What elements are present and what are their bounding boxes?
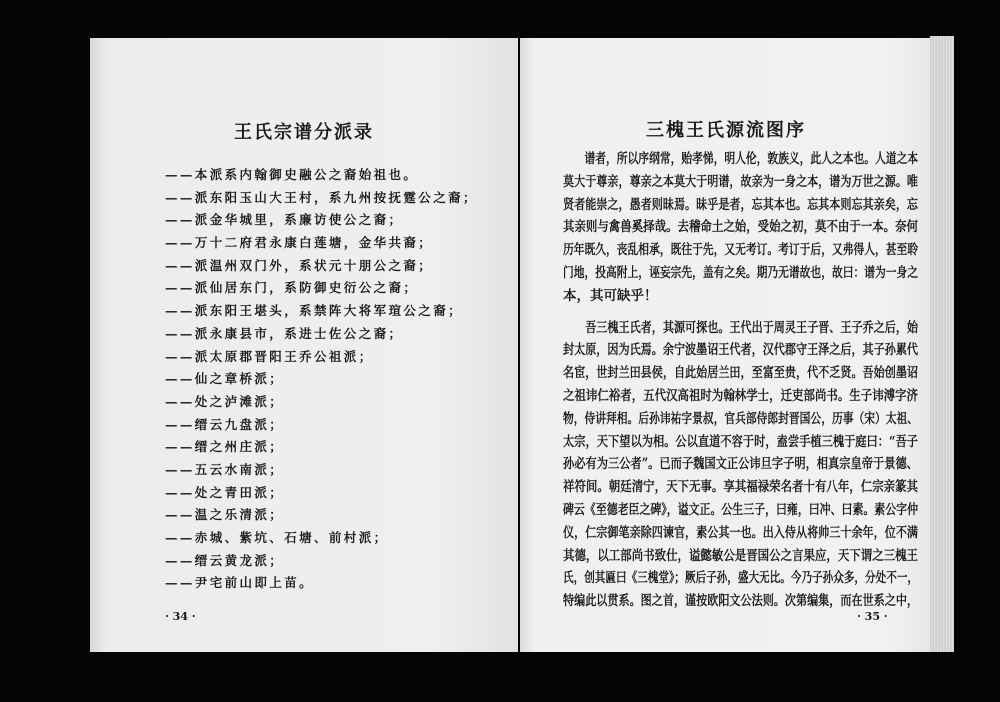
preface-text-line: 封太原，因为氏焉。余宁波墨诏王代者，汉代郡守王泽之后，其子孙累代 [563, 342, 919, 359]
branch-list-item: ——派金华城里，系廉访使公之裔； [165, 212, 404, 228]
branch-list-item: ——派仙居东门，系防御史衍公之裔； [165, 280, 419, 296]
preface-text-line: 吾三槐王氏者，其源可探也。王代出于周灵王子晋、王子乔之后，始 [563, 319, 919, 336]
preface-text-line: 谱者，所以序纲常，贻孝悌，明人伦，敦族义，此人之本也。人道之本 [563, 151, 919, 167]
preface-text-line: 其亲则与禽兽奚择哉。去稽命土之始，受始之初，莫不由于一本。奈何 [563, 219, 919, 236]
branch-list-item: ——派东阳王堪头，系禁阵大将军瑄公之裔； [165, 303, 464, 319]
branch-list-item: ——缙云黄龙派； [165, 552, 285, 568]
preface-text-line: 仪，仁宗御笔亲除四谏官，素公其一也。出入侍从将帅三十余年，位不满 [563, 524, 919, 541]
branch-list-item: ——派太原郡晋阳王乔公祖派； [165, 348, 374, 364]
branch-list-item: ——派东阳玉山大王村，系九州按抚霆公之裔； [165, 189, 478, 205]
preface-text-line: 名宦，世封兰田县侯，自此始居兰田，至富至贵，代不乏贤。吾始创墨诏 [563, 365, 919, 382]
preface-text-line: 特编此以贯系。图之首，谨按欧阳文公法则。次第编集，而在世系之中， [563, 593, 919, 610]
left-page-title: 王氏宗谱分派录 [234, 122, 374, 143]
preface-body-text [563, 148, 918, 613]
branch-list-item: ——本派系内翰御史融公之裔始祖也。 [165, 167, 419, 182]
preface-text-line: 祥符间。朝廷清宁，天下无事。享其福禄荣名者十有八年，仁宗亲篆其 [563, 479, 919, 496]
preface-text-line: 其德，以工部尚书致仕，谥懿敏公是晋国公之言果应，天下谓之三槐王 [563, 547, 919, 564]
branch-list-item: ——尹宅前山即上苗。 [165, 575, 315, 591]
branch-list-item: ——仙之章桥派； [165, 371, 285, 387]
branch-list-item: ——派温州双门外，系状元十朋公之裔； [165, 257, 434, 273]
branch-list-item: ——五云水南派； [165, 461, 285, 477]
preface-text-line: 贤者能崇之，愚者则昧焉。昧乎是者，忘其本也。忘其本则忘其亲矣，忘 [563, 196, 919, 213]
branch-list-item: ——温之乐清派； [165, 507, 285, 523]
book-page-edge [930, 36, 954, 652]
preface-text-line: 碑云《至德老臣之碑》，谥文正。公生三子，曰雍，曰冲、曰素。素公字仲 [563, 501, 918, 518]
preface-text-line: 门地，投高附上，诬妄宗先，盖有之矣。期乃无谱故也，故曰：谱为一身之 [563, 264, 919, 281]
branch-list-item: ——缙云九盘派； [165, 416, 285, 432]
preface-text-line: 氏，创其匾曰《三槐堂》；厥后子孙，盛大无比。今乃子孙众多，分处不一， [563, 570, 919, 587]
branch-list-item: ——万十二府君永康白莲塘，金华共裔； [165, 235, 434, 251]
branch-list-item: ——处之泸滩派； [165, 393, 285, 409]
branch-list-item: ——处之青田派； [165, 484, 285, 500]
preface-text-line: 历年既久，丧乱相承，既往于先，又无考订。考订于后，又弗得人，甚至聆 [563, 242, 919, 259]
branch-list-item: ——派永康县市，系进士佐公之裔； [165, 325, 404, 341]
preface-text-line: 莫大于尊亲，尊亲之本莫大于明谱，故亲为一身之本，谱为万世之源。唯 [563, 173, 919, 190]
preface-text-line: 物，侍讲拜相。后孙讳祐字景叔，官兵部侍郎封晋国公，历事（宋）太祖、 [563, 410, 919, 427]
preface-text-line: 太宗，天下望以为相。公以直道不容于时，盍尝手植三槐于庭曰：“吾子 [563, 433, 918, 450]
branch-list-item: ——缙之州庄派； [165, 439, 285, 455]
right-page-number: · 35 · [857, 610, 888, 623]
preface-text-line: 孙必有为三公者”。已而子魏国文正公讳旦字子明，相真宗皇帝于景德、 [563, 456, 918, 473]
lineage-branch-list [165, 164, 478, 595]
left-page-number: · 34 · [165, 610, 196, 623]
right-page-title: 三槐王氏源流图序 [646, 120, 806, 141]
preface-text-line: 本，其可缺乎！ [563, 287, 658, 304]
preface-text-line: 之祖讳仁裕者，五代汉高祖时为翰林学士，迁吏部尚书。生子讳溥字济 [563, 387, 919, 404]
branch-list-item: ——赤城、紫坑、石塘、前村派； [165, 530, 389, 545]
